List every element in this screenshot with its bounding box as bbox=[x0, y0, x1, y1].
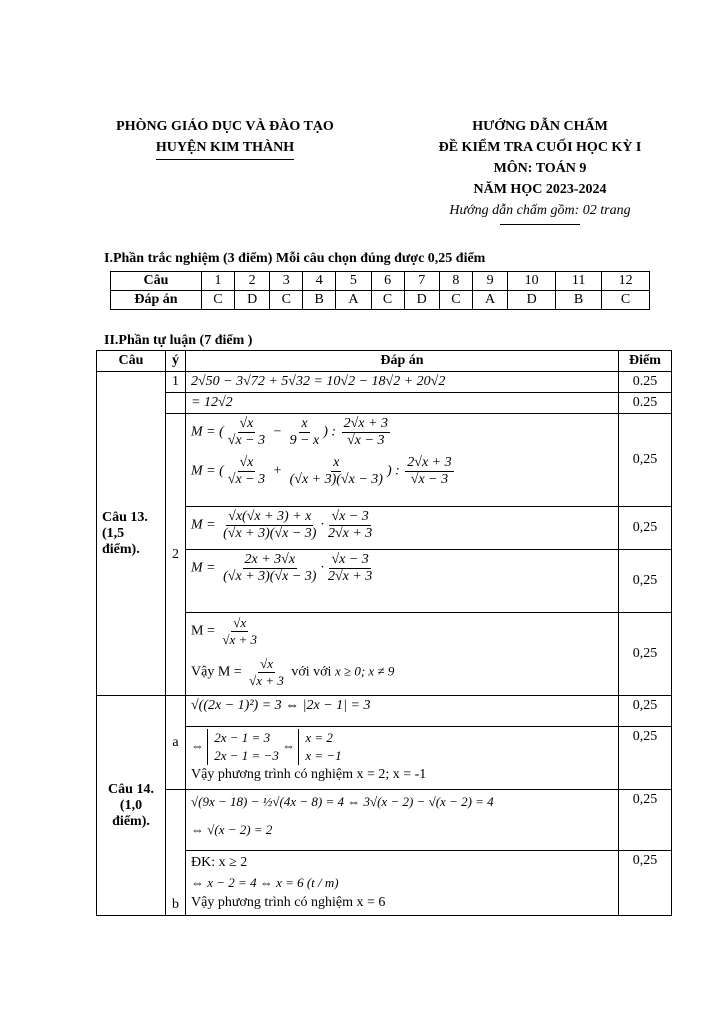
department-name: PHÒNG GIÁO DỤC VÀ ĐÀO TẠO bbox=[116, 119, 334, 134]
header-right bbox=[400, 116, 680, 225]
q13-part2-step3: M = $\frac{2x + 3√x}{(√x + 3)(√x - 3)}$ · $\frac{√x - 3}{2√x + 3}$ bbox=[186, 550, 619, 613]
part-label: a bbox=[166, 696, 186, 790]
points: 0,25 bbox=[619, 790, 672, 851]
col-header-answer: Đáp án bbox=[186, 351, 619, 372]
subject: MÔN: TOÁN 9 bbox=[493, 161, 587, 176]
answer-cell: B bbox=[556, 291, 602, 310]
question-number: 6 bbox=[371, 272, 404, 291]
table-row bbox=[97, 372, 672, 393]
question-number: 1 bbox=[202, 272, 235, 291]
q14-b-conclusion: Vậy phương trình có nghiệm x = 6 bbox=[191, 895, 386, 910]
q14-a-conclusion: Vậy phương trình có nghiệm x = 2; x = -1 bbox=[191, 767, 427, 782]
answer-cell: B bbox=[303, 291, 336, 310]
points: 0.25 bbox=[619, 372, 672, 393]
points: 0.25 bbox=[619, 393, 672, 414]
q14-b-step2: ĐK: x ≥ 2 ⇔ x − 2 = 4 ⇔ x = 6 (t / m) Vậy phương trình có nghiệm x = 6 bbox=[186, 851, 619, 916]
question-number: 4 bbox=[303, 272, 336, 291]
answer-row-label: Đáp án bbox=[111, 291, 202, 310]
question-13-label: Câu 13. (1,5 điểm). bbox=[97, 372, 166, 696]
part-label: 2 bbox=[166, 414, 186, 696]
answer-cell: C bbox=[202, 291, 235, 310]
q13-part1-step2: = 12√2 bbox=[186, 393, 619, 414]
answer-cell: D bbox=[404, 291, 439, 310]
answer-cell: C bbox=[602, 291, 650, 310]
answer-row bbox=[111, 291, 650, 310]
part-label: b bbox=[166, 790, 186, 916]
q13-part2-step1: M = ( $\frac{√x}{√x - 3}$ − $\frac{x}{9 - x}$ ) : $\frac{2√x + 3}{√x - 3}$ M = ( $\frac{√x}{√x - 3}$ + $\frac{x}{(√x + 3)(√x - 3)}$ ) : $\frac{2√x + 3}{√x - 3}$ bbox=[186, 414, 619, 507]
answer-cell: A bbox=[472, 291, 507, 310]
part1-title: I.Phần trắc nghiệm (3 điểm) Mỗi câu chọn đúng được 0,25 điểm bbox=[104, 251, 486, 266]
header-divider bbox=[500, 224, 580, 225]
district-name: HUYỆN KIM THÀNH bbox=[156, 137, 294, 160]
question-row bbox=[111, 272, 650, 291]
answer-cell: C bbox=[439, 291, 472, 310]
table-row bbox=[97, 696, 672, 727]
answer-cell: C bbox=[270, 291, 303, 310]
q13-part1-step1: 2√50 − 3√72 + 5√32 = 10√2 − 18√2 + 20√2 bbox=[186, 372, 619, 393]
points: 0,25 bbox=[619, 613, 672, 696]
doc-title: HƯỚNG DẪN CHẤM bbox=[472, 119, 608, 134]
answer-cell: A bbox=[336, 291, 371, 310]
table-row bbox=[97, 414, 672, 507]
points: 0,25 bbox=[619, 550, 672, 613]
q13-part2-conclusion: M = $\frac{√x}{√x + 3}$ Vậy M = $\frac{√x}{√x + 3}$ với với x ≥ 0; x ≠ 9 bbox=[186, 613, 619, 696]
points: 0,25 bbox=[619, 727, 672, 790]
question-number: 11 bbox=[556, 272, 602, 291]
points: 0,25 bbox=[619, 696, 672, 727]
question-number: 12 bbox=[602, 272, 650, 291]
essay-grading-table bbox=[96, 350, 672, 916]
q14-b-step1: √(9x − 18) − ½√(4x − 8) = 4 ⇔ 3√(x − 2) − √(x − 2) = 4 ⇔ √(x − 2) = 2 bbox=[186, 790, 619, 851]
question-number: 7 bbox=[404, 272, 439, 291]
answer-cell: C bbox=[371, 291, 404, 310]
question-number: 8 bbox=[439, 272, 472, 291]
points: 0,25 bbox=[619, 851, 672, 916]
q14-a-step2: ⇔ 2x − 1 = 3 2x − 1 = −3 ⇔ x = 2 x = −1 Vậy phương trình có nghiệm x = 2; x = -1 bbox=[186, 727, 619, 790]
question-number: 5 bbox=[336, 272, 371, 291]
question-number: 9 bbox=[472, 272, 507, 291]
exam-name: ĐỀ KIỂM TRA CUỐI HỌC KỲ I bbox=[438, 140, 642, 155]
answer-cell: D bbox=[234, 291, 269, 310]
points: 0,25 bbox=[619, 507, 672, 550]
question-number: 3 bbox=[270, 272, 303, 291]
points: 0,25 bbox=[619, 414, 672, 507]
q13-part2-step2: M = $\frac{√x(√x + 3) + x}{(√x + 3)(√x - 3)}$ · $\frac{√x - 3}{2√x + 3}$ bbox=[186, 507, 619, 550]
table-header-row bbox=[97, 351, 672, 372]
question-row-label: Câu bbox=[111, 272, 202, 291]
part-label: 1 bbox=[166, 372, 186, 393]
question-14-label: Câu 14. (1,0 điểm). bbox=[97, 696, 166, 916]
part2-title: II.Phần tự luận (7 điểm ) bbox=[104, 333, 253, 348]
page-count-note: Hướng dẫn chấm gồm: 02 trang bbox=[449, 203, 631, 218]
col-header-question: Câu bbox=[97, 351, 166, 372]
answer-cell: D bbox=[508, 291, 556, 310]
col-header-points: Điểm bbox=[619, 351, 672, 372]
table-row bbox=[97, 393, 672, 414]
header-left bbox=[85, 116, 365, 160]
table-row bbox=[97, 790, 672, 851]
multiple-choice-table bbox=[110, 271, 650, 310]
q14-a-step1: √((2x − 1)²) = 3 ⇔ |2x − 1| = 3 bbox=[186, 696, 619, 727]
school-year: NĂM HỌC 2023-2024 bbox=[473, 182, 607, 197]
question-number: 2 bbox=[234, 272, 269, 291]
col-header-part: ý bbox=[166, 351, 186, 372]
question-number: 10 bbox=[508, 272, 556, 291]
